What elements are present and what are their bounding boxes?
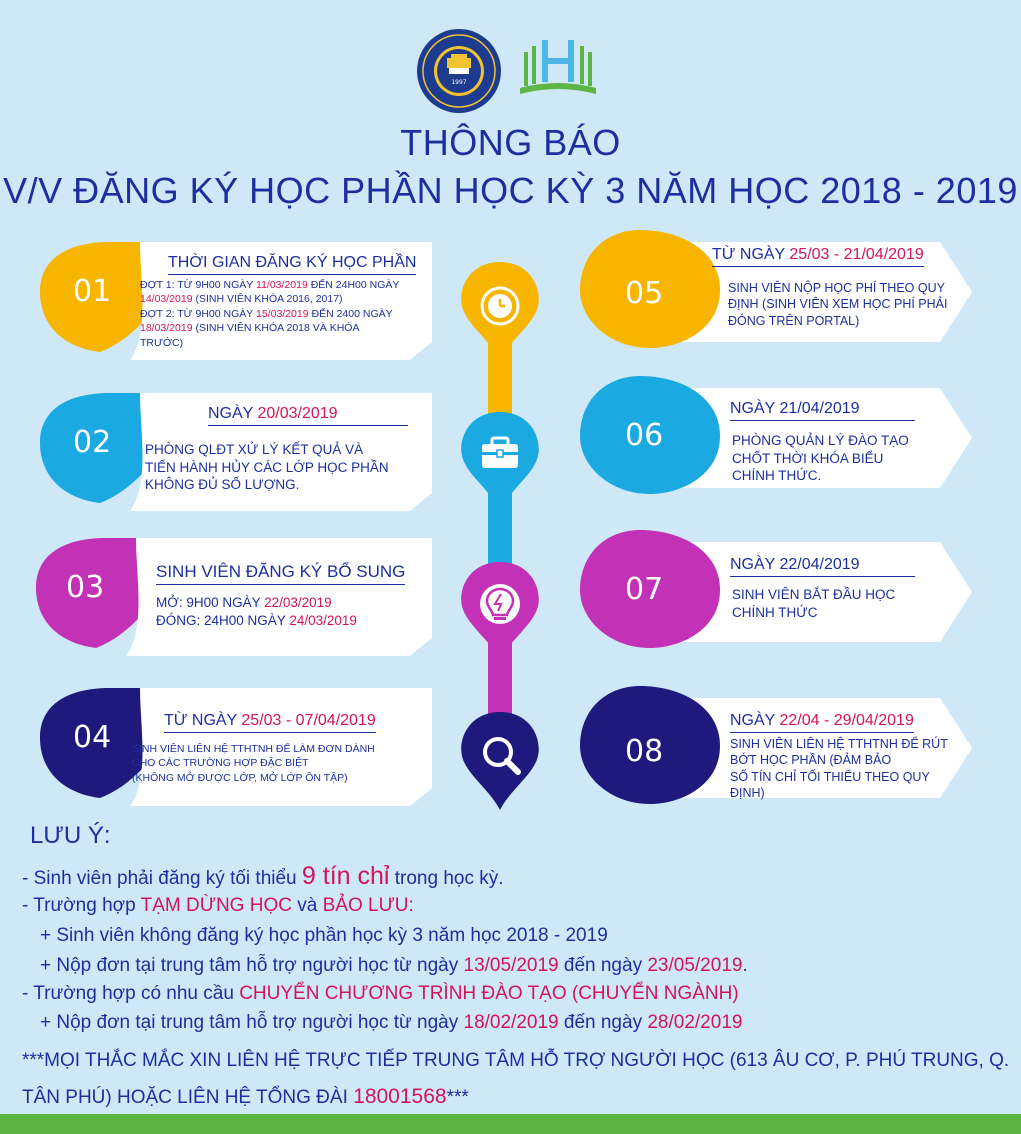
step-02 — [40, 393, 440, 513]
step-body: SINH VIÊN LIÊN HỆ TTHTNH ĐỂ RÚT BỚT HỌC PHẦN (ĐẢM BẢO SỐ TÍN CHỈ TỐI THIỂU THEO QUY ĐỊNH) — [730, 737, 948, 800]
step-heading: NGÀY 20/03/2019 — [208, 405, 408, 426]
step-07 — [580, 530, 980, 650]
note-submit-pause: + Nộp đơn tại trung tâm hỗ trợ người học từ ngày 13/05/2019 đến ngày 23/05/2019. — [40, 955, 748, 976]
step-heading: SINH VIÊN ĐĂNG KÝ BỔ SUNG — [156, 562, 405, 585]
step-body: MỞ: 9H00 NGÀY 22/03/2019 ĐÓNG: 24H00 NGÀY 24/03/2019 — [156, 595, 357, 628]
notice-title: THÔNG BÁO — [400, 122, 621, 163]
step-body: SINH VIÊN BẮT ĐẦU HỌC CHÍNH THỨC — [732, 587, 896, 620]
step-08 — [580, 686, 980, 806]
step-heading: NGÀY 22/04 - 29/04/2019 — [730, 712, 914, 733]
step-number: 03 — [66, 570, 105, 605]
seal-year: 1997 — [451, 79, 467, 86]
step-number: 06 — [625, 418, 664, 453]
note-change-program: - Trường hợp có nhu cầu CHUYỂN CHƯƠNG TRÌNH ĐÀO TẠO (CHUYỂN NGÀNH) — [22, 983, 739, 1004]
step-body: SINH VIÊN NỘP HỌC PHÍ THEO QUY ĐỊNH (SINH VIÊN XEM HỌC PHÍ PHẢI ĐÓNG TRÊN PORTAL) — [728, 281, 948, 328]
step-03 — [36, 538, 436, 658]
step-heading: TỪ NGÀY 25/03 - 07/04/2019 — [164, 712, 376, 733]
note-min-credits: - Sinh viên phải đăng ký tối thiểu 9 tín chỉ trong học kỳ. — [22, 862, 504, 890]
step-body: PHÒNG QLĐT XỬ LÝ KẾT QUẢ VÀ TIẾN HÀNH HỦY CÁC LỚP HỌC PHẦN KHÔNG ĐỦ SỐ LƯỢNG. — [145, 442, 389, 493]
step-heading: TỪ NGÀY 25/03 - 21/04/2019 — [712, 246, 924, 267]
step-body: PHÒNG QUẢN LÝ ĐÀO TẠO CHỐT THỜI KHÓA BIỂU CHÍNH THỨC. — [732, 433, 909, 484]
step-heading: THỜI GIAN ĐĂNG KÝ HỌC PHẦN — [168, 254, 416, 275]
note-pause-study: - Trường hợp TẠM DỪNG HỌC và BẢO LƯU: — [22, 895, 414, 916]
notes-title: LƯU Ý: — [30, 822, 111, 849]
lightbulb-icon — [480, 584, 520, 624]
step-01 — [40, 242, 440, 362]
h-book-logo — [518, 32, 598, 98]
step-body: ĐỢT 1: TỪ 9H00 NGÀY 11/03/2019 ĐẾN 24H00 NGÀY 14/03/2019 (SINH VIÊN KHÓA 2016, 2017) ĐỢT 2: TỪ 9H00 NGÀY 15/03/2019 ĐẾN 2400 NGÀY 18/03/2019 (SINH VIÊN KHÓA 2018 VÀ KHÓA TRƯỚC) — [140, 279, 400, 349]
step-number: 05 — [625, 276, 664, 311]
step-number: 04 — [73, 720, 112, 755]
step-06 — [580, 376, 980, 496]
notice-subtitle: V/V ĐĂNG KÝ HỌC PHẦN HỌC KỲ 3 NĂM HỌC 2018 - 2019 — [3, 170, 1018, 211]
university-seal-logo — [416, 28, 502, 114]
contact-footer: ***MỌI THẮC MẮC XIN LIÊN HỆ TRỰC TIẾP TRUNG TÂM HỖ TRỢ NGƯỜI HỌC (613 ÂU CƠ, P. PHÚ TRUNG, Q. TÂN PHÚ) HOẶC LIÊN HỆ TỔNG ĐÀI 18001568*** — [22, 1050, 1010, 1108]
step-05 — [580, 230, 980, 350]
step-number: 07 — [625, 572, 664, 607]
step-number: 01 — [73, 274, 112, 309]
note-no-register: + Sinh viên không đăng ký học phần học kỳ 3 năm học 2018 - 2019 — [40, 925, 608, 946]
step-number: 02 — [73, 425, 112, 460]
step-04 — [40, 688, 440, 808]
step-heading: NGÀY 22/04/2019 — [730, 556, 915, 577]
step-body: SINH VIÊN LIÊN HỆ TTHTNH ĐỂ LÀM ĐƠN DÀNH CHO CÁC TRƯỜNG HỢP ĐẶC BIỆT (KHÔNG MỞ ĐƯỢC LỚP, MỞ LỚP ÔN TẬP) — [132, 743, 375, 784]
note-submit-change: + Nộp đơn tại trung tâm hỗ trợ người học từ ngày 18/02/2019 đến ngày 28/02/2019 — [40, 1012, 743, 1033]
step-number: 08 — [625, 734, 664, 769]
step-heading: NGÀY 21/04/2019 — [730, 400, 915, 421]
timeline-connector — [440, 240, 560, 830]
logo-area — [0, 28, 1021, 118]
bottom-green-bar — [0, 1114, 1021, 1134]
